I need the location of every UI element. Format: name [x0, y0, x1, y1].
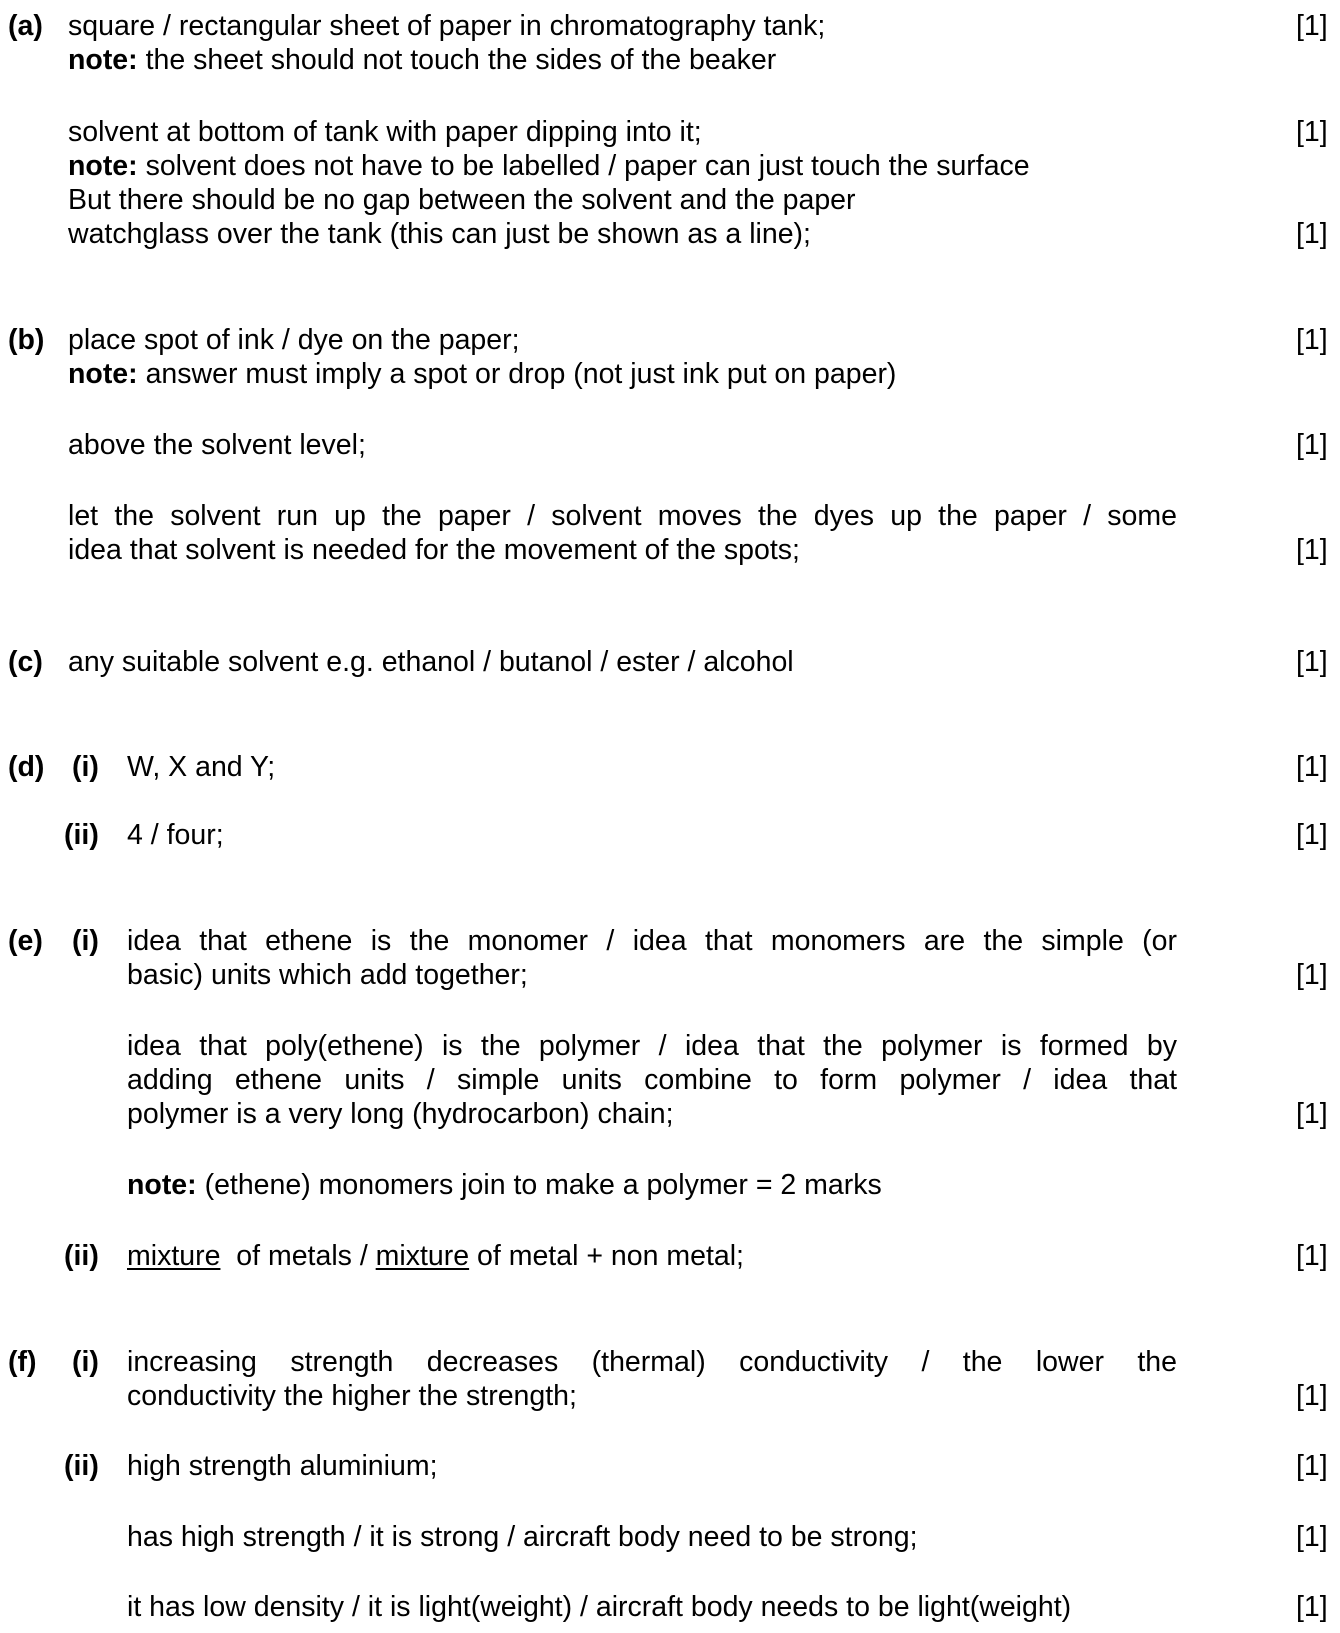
part-b-line-1: place spot of ink / dye on the paper;	[68, 324, 520, 356]
mark-a-3: [1]	[1296, 218, 1328, 250]
mark-f-2: [1]	[1296, 1450, 1328, 1482]
part-b-line-3: let the solvent run up the paper / solvent moves the dyes up the paper / some	[68, 500, 1177, 532]
part-b-note-1	[68, 357, 896, 391]
part-d-ii-label: (ii)	[64, 819, 99, 851]
part-d-label: (d)	[8, 751, 45, 783]
mark-b-2: [1]	[1296, 429, 1328, 461]
part-e-i-line-5: polymer is a very long (hydrocarbon) chain;	[127, 1098, 674, 1130]
part-b-label: (b)	[8, 324, 45, 356]
part-f-i-label: (i)	[72, 1346, 99, 1378]
mark-e-3: [1]	[1296, 1240, 1328, 1272]
mark-d-2: [1]	[1296, 819, 1328, 851]
part-c-line-1: any suitable solvent e.g. ethanol / butanol / ester / alcohol	[68, 646, 794, 678]
part-b-line-2: above the solvent level;	[68, 429, 366, 461]
part-f-i-line-1: increasing strength decreases (thermal) conductivity / the lower the	[127, 1346, 1177, 1378]
part-e-note	[127, 1168, 882, 1202]
mark-b-1: [1]	[1296, 324, 1328, 356]
part-e-i-line-4: adding ethene units / simple units combine to form polymer / idea that	[127, 1064, 1177, 1096]
part-a-line-3: But there should be no gap between the solvent and the paper	[68, 184, 856, 216]
mark-a-2: [1]	[1296, 116, 1328, 148]
part-f-ii-label: (ii)	[64, 1450, 99, 1482]
part-b-line-4: idea that solvent is needed for the movement of the spots;	[68, 534, 800, 566]
part-f-i-line-2: conductivity the higher the strength;	[127, 1380, 577, 1412]
part-d-i-label: (i)	[72, 751, 99, 783]
note-label: note:	[68, 358, 138, 390]
note-text: (ethene) monomers join to make a polymer = 2 marks	[196, 1169, 882, 1201]
note-label: note:	[68, 44, 138, 76]
mark-f-1: [1]	[1296, 1380, 1328, 1412]
part-d-i-text: W, X and Y;	[127, 751, 276, 783]
underlined-term: mixture	[375, 1240, 470, 1272]
mark-d-1: [1]	[1296, 751, 1328, 783]
part-f-ii-line-1: high strength aluminium;	[127, 1450, 438, 1482]
part-e-ii-label: (ii)	[64, 1240, 99, 1272]
mark-e-1: [1]	[1296, 959, 1328, 991]
mark-f-3: [1]	[1296, 1521, 1328, 1553]
part-e-i-label: (i)	[72, 925, 99, 957]
part-e-label: (e)	[8, 925, 43, 957]
note-label: note:	[68, 150, 138, 182]
part-e-ii-text: mixture of metals / mixture of metal + non metal;	[127, 1240, 744, 1272]
mark-c-1: [1]	[1296, 646, 1328, 678]
part-d-ii-text: 4 / four;	[127, 819, 224, 851]
part-a-note-1	[68, 43, 776, 77]
part-a-line-2: solvent at bottom of tank with paper dipping into it;	[68, 116, 702, 148]
part-e-i-line-2: basic) units which add together;	[127, 959, 528, 991]
part-f-label: (f)	[8, 1346, 37, 1378]
mark-a-1: [1]	[1296, 10, 1328, 42]
part-a-line-4: watchglass over the tank (this can just be shown as a line);	[68, 218, 811, 250]
part-a-label: (a)	[8, 10, 43, 42]
mark-b-3: [1]	[1296, 534, 1328, 566]
part-f-ii-line-2: has high strength / it is strong / aircraft body need to be strong;	[127, 1521, 918, 1553]
part-a-note-2	[68, 149, 1030, 183]
note-text: solvent does not have to be labelled / paper can just touch the surface	[137, 150, 1030, 182]
mark-f-4: [1]	[1296, 1591, 1328, 1623]
part-e-i-line-3: idea that poly(ethene) is the polymer / idea that the polymer is formed by	[127, 1030, 1177, 1062]
part-a-line-1: square / rectangular sheet of paper in chromatography tank;	[68, 10, 826, 42]
part-f-ii-line-3: it has low density / it is light(weight) / aircraft body needs to be light(weight)	[127, 1591, 1072, 1623]
note-label: note:	[127, 1169, 197, 1201]
mark-e-2: [1]	[1296, 1098, 1328, 1130]
note-text: answer must imply a spot or drop (not just ink put on paper)	[137, 358, 897, 390]
part-c-label: (c)	[8, 646, 43, 678]
note-text: the sheet should not touch the sides of the beaker	[137, 44, 777, 76]
part-e-i-line-1: idea that ethene is the monomer / idea that monomers are the simple (or	[127, 925, 1177, 957]
underlined-term: mixture	[127, 1240, 221, 1272]
